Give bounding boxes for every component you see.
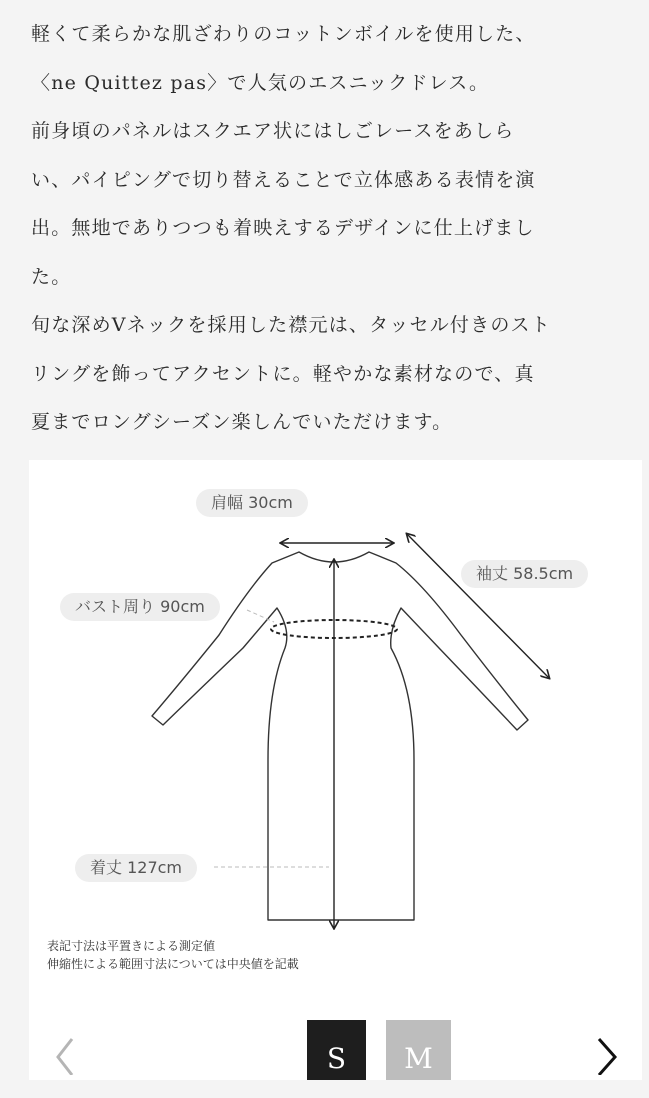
note-line: 伸縮性による範囲寸法については中央値を記載 xyxy=(47,957,299,971)
description-line: 前身頃のパネルはスクエア状にはしごレースをあしら xyxy=(31,120,515,142)
size-m-button[interactable]: M xyxy=(386,1020,451,1080)
length-label: 着丈 127cm xyxy=(75,854,197,882)
next-button[interactable] xyxy=(593,1035,623,1075)
description-line: リングを飾ってアクセントに。軽やかな素材なので、真 xyxy=(31,362,535,385)
size-s-button[interactable]: S xyxy=(307,1020,366,1080)
note-line: 表記寸法は平置きによる測定値 xyxy=(47,939,216,953)
size-chart-card xyxy=(29,460,642,1080)
chevron-right-icon xyxy=(593,1035,623,1075)
description-line: た。 xyxy=(31,265,72,288)
product-description xyxy=(31,10,636,447)
description-line: 軽くて柔らかな肌ざわりのコットンボイルを使用した、 xyxy=(31,23,536,45)
bust-label: バスト周り 90cm xyxy=(60,593,220,621)
measurement-note xyxy=(47,937,299,973)
description-line: 夏までロングシーズン楽しんでいただけます。 xyxy=(31,411,453,433)
sleeve-label: 袖丈 58.5cm xyxy=(461,560,588,588)
shoulder-label: 肩幅 30cm xyxy=(196,489,308,517)
dress-diagram xyxy=(29,460,642,1080)
description-line: 旬な深めVネックを採用した襟元は、タッセル付きのスト xyxy=(31,314,551,336)
chevron-left-icon xyxy=(50,1035,80,1075)
description-line: 出。無地でありつつも着映えするデザインに仕上げまし xyxy=(31,217,535,239)
description-line: 〈ne Quittez pas〉で人気のエスニックドレス。 xyxy=(31,71,490,94)
prev-button[interactable] xyxy=(50,1035,80,1075)
description-line: い、パイピングで切り替えることで立体感ある表情を演 xyxy=(31,168,536,191)
